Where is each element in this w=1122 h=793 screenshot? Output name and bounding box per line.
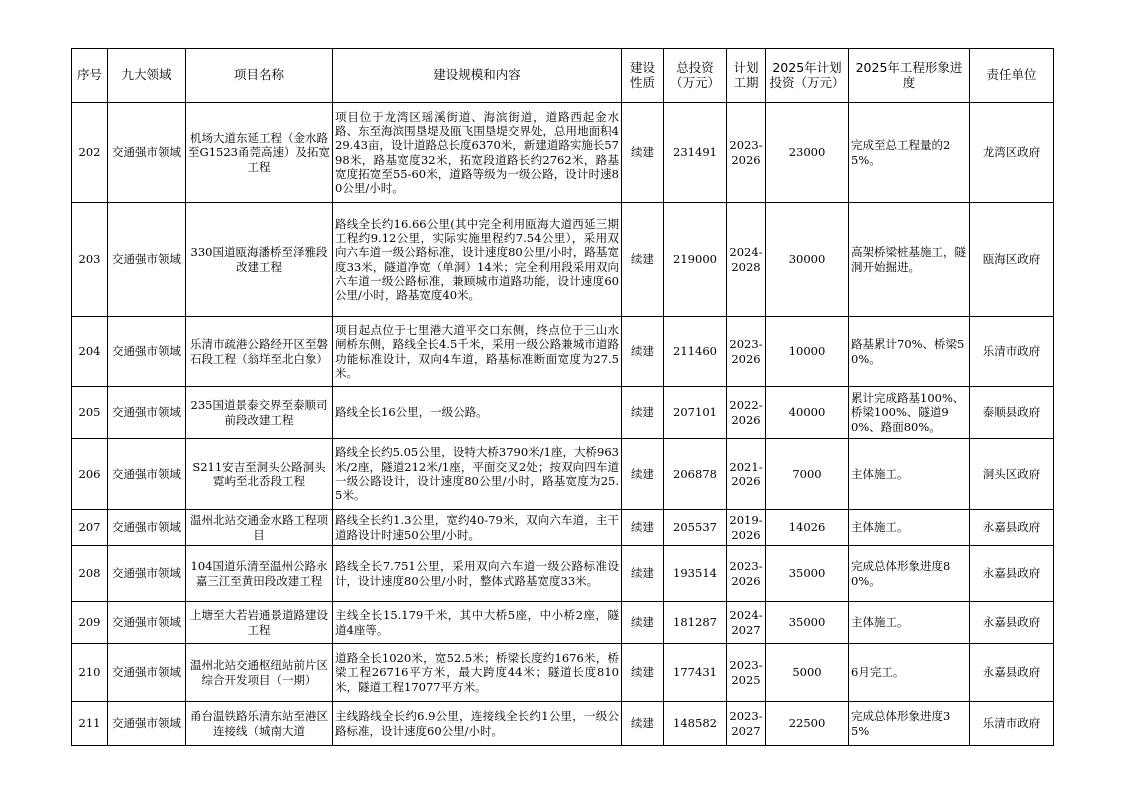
cell-content: 主线全长15.179千米，其中大桥5座，中小桥2座，隧道4座等。 xyxy=(333,602,622,644)
cell-field: 交通强市领域 xyxy=(108,387,186,439)
cell-nature: 续建 xyxy=(622,103,664,203)
header-id: 序号 xyxy=(72,49,108,103)
cell-progress: 6月完工。 xyxy=(849,644,970,702)
cell-content: 道路全长1020米，宽52.5米；桥梁长度约1676米，桥梁工程26716平方米，最大跨度44米；隧道长度810米，隧道工程17077平方米。 xyxy=(333,644,622,702)
cell-total: 181287 xyxy=(664,602,727,644)
cell-plan: 7000 xyxy=(766,439,849,510)
cell-period: 2023-2026 xyxy=(727,546,766,602)
cell-field: 交通强市领域 xyxy=(108,510,186,546)
cell-field: 交通强市领域 xyxy=(108,439,186,510)
cell-plan: 40000 xyxy=(766,387,849,439)
cell-unit: 永嘉县政府 xyxy=(970,546,1054,602)
cell-nature: 续建 xyxy=(622,387,664,439)
cell-content: 项目位于龙湾区瑶溪街道、海滨街道，道路西起金水路、东至海滨围垦堤及瓯飞围垦堤交界处，总用地面积429.43亩，设计道路总长度6370米，新建道路实施长5798米，路基宽度32米，拓宽段道路长约2762米，路基宽度拓宽至55-60米，道路等级为一级公路，设计时速80公里/小时。 xyxy=(333,103,622,203)
cell-unit: 洞头区政府 xyxy=(970,439,1054,510)
cell-name: 甬台温铁路乐清东站至港区连接线（城南大道 xyxy=(186,702,333,746)
header-unit: 责任单位 xyxy=(970,49,1054,103)
cell-nature: 续建 xyxy=(622,602,664,644)
cell-id: 211 xyxy=(72,702,108,746)
cell-plan: 22500 xyxy=(766,702,849,746)
header-period: 计划工期 xyxy=(727,49,766,103)
cell-nature: 续建 xyxy=(622,317,664,387)
cell-period: 2023-2025 xyxy=(727,644,766,702)
cell-content: 路线全长约1.3公里，宽约40-79米，双向六车道，主干道路设计时速50公里/小时。 xyxy=(333,510,622,546)
cell-id: 206 xyxy=(72,439,108,510)
cell-total: 207101 xyxy=(664,387,727,439)
cell-id: 209 xyxy=(72,602,108,644)
header-row xyxy=(72,49,1054,103)
cell-progress: 高架桥梁桩基施工，隧洞开始掘进。 xyxy=(849,203,970,317)
cell-plan: 10000 xyxy=(766,317,849,387)
cell-unit: 龙湾区政府 xyxy=(970,103,1054,203)
header-plan: 2025年计划投资（万元） xyxy=(766,49,849,103)
cell-id: 204 xyxy=(72,317,108,387)
cell-period: 2023-2026 xyxy=(727,317,766,387)
cell-total: 231491 xyxy=(664,103,727,203)
cell-unit: 永嘉县政府 xyxy=(970,602,1054,644)
cell-total: 211460 xyxy=(664,317,727,387)
cell-id: 208 xyxy=(72,546,108,602)
cell-nature: 续建 xyxy=(622,644,664,702)
cell-nature: 续建 xyxy=(622,439,664,510)
cell-unit: 瓯海区政府 xyxy=(970,203,1054,317)
cell-nature: 续建 xyxy=(622,546,664,602)
cell-field: 交通强市领域 xyxy=(108,317,186,387)
cell-unit: 永嘉县政府 xyxy=(970,644,1054,702)
project-table xyxy=(71,48,1054,746)
cell-field: 交通强市领域 xyxy=(108,203,186,317)
cell-total: 206878 xyxy=(664,439,727,510)
cell-progress: 主体施工。 xyxy=(849,510,970,546)
cell-name: 温州北站交通枢纽站前片区综合开发项目（一期） xyxy=(186,644,333,702)
cell-plan: 5000 xyxy=(766,644,849,702)
table-row xyxy=(72,644,1054,702)
cell-content: 路线全长16公里，一级公路。 xyxy=(333,387,622,439)
cell-progress: 主体施工。 xyxy=(849,439,970,510)
cell-id: 202 xyxy=(72,103,108,203)
cell-progress: 完成总体形象进度80%。 xyxy=(849,546,970,602)
cell-name: 机场大道东延工程（金水路至G1523甬莞高速）及拓宽工程 xyxy=(186,103,333,203)
cell-field: 交通强市领域 xyxy=(108,644,186,702)
table-row xyxy=(72,103,1054,203)
cell-unit: 乐清市政府 xyxy=(970,317,1054,387)
cell-unit: 永嘉县政府 xyxy=(970,510,1054,546)
cell-period: 2022-2026 xyxy=(727,387,766,439)
cell-name: 上塘至大若岩通景道路建设工程 xyxy=(186,602,333,644)
cell-period: 2023-2026 xyxy=(727,103,766,203)
cell-total: 193514 xyxy=(664,546,727,602)
header-total: 总投资（万元） xyxy=(664,49,727,103)
cell-nature: 续建 xyxy=(622,203,664,317)
cell-content: 路线全长约16.66公里(其中完全利用瓯海大道西延三期工程约9.12公里，实际实施里程约7.54公里），采用双向六车道一级公路标准，设计速度80公里/小时，路基宽度33米，隧道净宽（单洞）14米；完全利用段采用双向六车道一级公路标准，兼顾城市道路功能，设计速度60公里/小时，路基宽度40米。 xyxy=(333,203,622,317)
header-progress: 2025年工程形象进度 xyxy=(849,49,970,103)
table-row xyxy=(72,203,1054,317)
header-field: 九大领域 xyxy=(108,49,186,103)
cell-unit: 泰顺县政府 xyxy=(970,387,1054,439)
cell-period: 2021-2026 xyxy=(727,439,766,510)
cell-progress: 完成至总工程量的25%。 xyxy=(849,103,970,203)
cell-total: 219000 xyxy=(664,203,727,317)
cell-total: 205537 xyxy=(664,510,727,546)
cell-name: S211安吉至洞头公路洞头霓屿至北岙段工程 xyxy=(186,439,333,510)
table-row xyxy=(72,510,1054,546)
cell-content: 路线全长7.751公里，采用双向六车道一级公路标准设计，设计速度80公里/小时，整体式路基宽度33米。 xyxy=(333,546,622,602)
cell-period: 2019-2026 xyxy=(727,510,766,546)
cell-name: 温州北站交通金水路工程项目 xyxy=(186,510,333,546)
table-row xyxy=(72,546,1054,602)
cell-plan: 35000 xyxy=(766,546,849,602)
cell-period: 2023-2027 xyxy=(727,702,766,746)
header-name: 项目名称 xyxy=(186,49,333,103)
cell-nature: 续建 xyxy=(622,702,664,746)
cell-plan: 23000 xyxy=(766,103,849,203)
cell-progress: 路基累计70%、桥梁50%。 xyxy=(849,317,970,387)
cell-name: 乐清市疏港公路经开区至磐石段工程（翁垟至北白象） xyxy=(186,317,333,387)
table-row xyxy=(72,702,1054,746)
cell-plan: 35000 xyxy=(766,602,849,644)
table-row xyxy=(72,317,1054,387)
cell-id: 205 xyxy=(72,387,108,439)
cell-nature: 续建 xyxy=(622,510,664,546)
header-nature: 建设性质 xyxy=(622,49,664,103)
cell-unit: 乐清市政府 xyxy=(970,702,1054,746)
cell-name: 330国道瓯海潘桥至泽雅段改建工程 xyxy=(186,203,333,317)
cell-field: 交通强市领域 xyxy=(108,546,186,602)
cell-period: 2024-2027 xyxy=(727,602,766,644)
cell-progress: 累计完成路基100%、桥梁100%、隧道90%、路面80%。 xyxy=(849,387,970,439)
cell-id: 210 xyxy=(72,644,108,702)
cell-progress: 主体施工。 xyxy=(849,602,970,644)
cell-plan: 30000 xyxy=(766,203,849,317)
cell-total: 148582 xyxy=(664,702,727,746)
cell-name: 104国道乐清至温州公路永嘉三江至黄田段改建工程 xyxy=(186,546,333,602)
cell-field: 交通强市领域 xyxy=(108,103,186,203)
cell-plan: 14026 xyxy=(766,510,849,546)
table-row xyxy=(72,439,1054,510)
cell-total: 177431 xyxy=(664,644,727,702)
header-content: 建设规模和内容 xyxy=(333,49,622,103)
cell-field: 交通强市领域 xyxy=(108,702,186,746)
table-row xyxy=(72,387,1054,439)
cell-content: 路线全长约5.05公里，设特大桥3790米/1座，大桥963米/2座，隧道212米/1座，平面交叉2处；按双向四车道一级公路设计，设计速度80公里/小时，路基宽度为25.5米。 xyxy=(333,439,622,510)
table-row xyxy=(72,602,1054,644)
cell-progress: 完成总体形象进度35% xyxy=(849,702,970,746)
cell-content: 项目起点位于七里港大道平交口东侧，终点位于三山水闸桥东侧，路线全长4.5千米，采用一级公路兼城市道路功能标准设计，双向4车道，路基标准断面宽度为27.5米。 xyxy=(333,317,622,387)
cell-id: 203 xyxy=(72,203,108,317)
cell-period: 2024-2028 xyxy=(727,203,766,317)
cell-field: 交通强市领域 xyxy=(108,602,186,644)
cell-content: 主线路线全长约6.9公里，连接线全长约1公里，一级公路标准，设计速度60公里/小时。 xyxy=(333,702,622,746)
cell-name: 235国道景泰交界至泰顺司前段改建工程 xyxy=(186,387,333,439)
cell-id: 207 xyxy=(72,510,108,546)
